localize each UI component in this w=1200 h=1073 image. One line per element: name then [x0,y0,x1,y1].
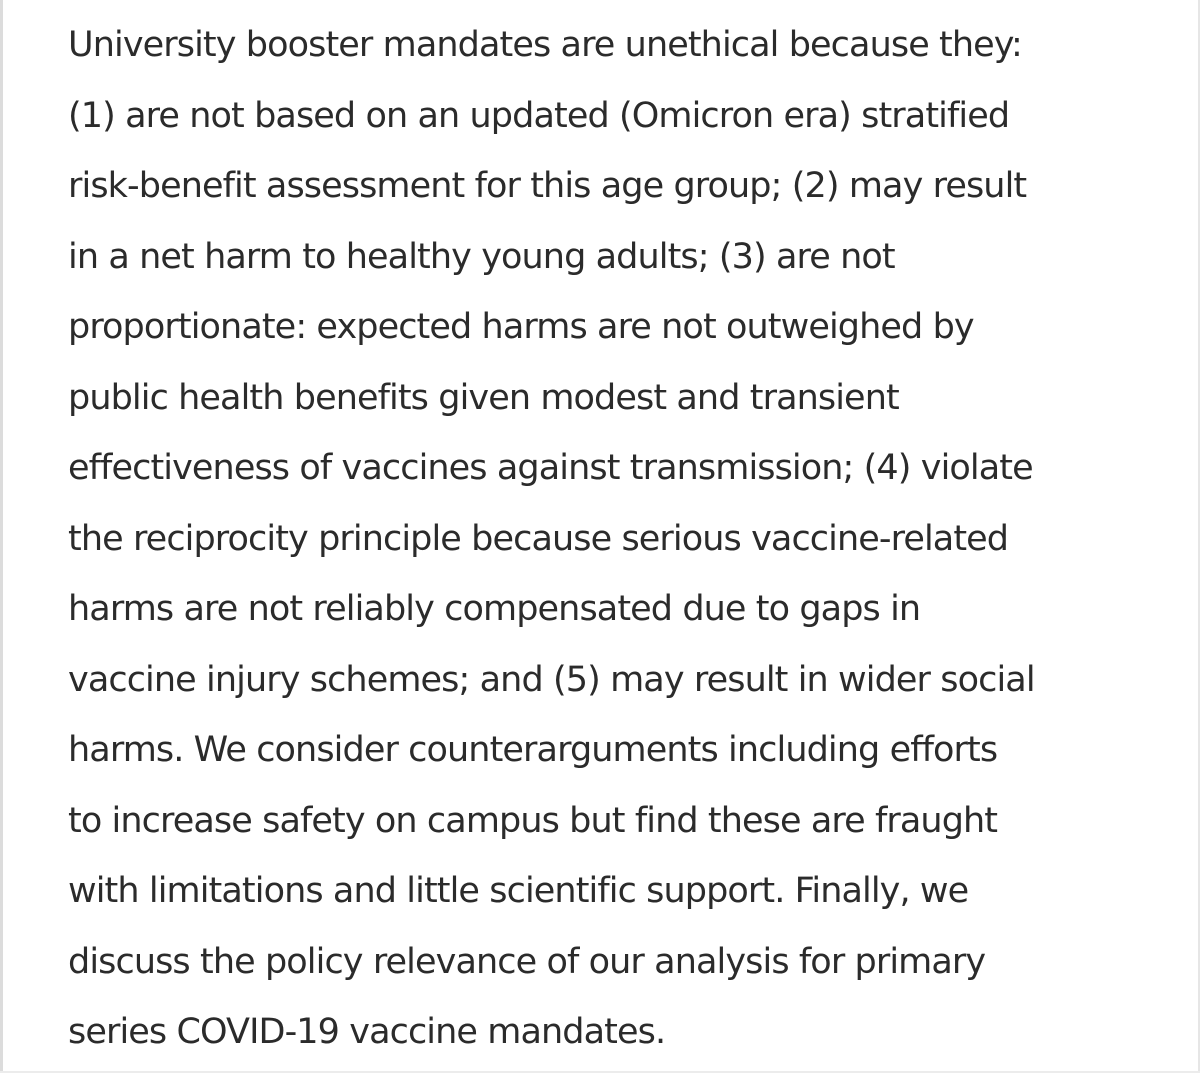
left-border-rule [0,0,3,1073]
abstract-line: with limitations and little scientific support. Finally, we [68,871,969,911]
abstract-line: public health benefits given modest and transient [68,377,899,418]
abstract-line: (1) are not based on an updated (Omicron era) stratified [68,95,1010,136]
abstract-line: harms. We consider counterarguments including efforts [68,730,998,770]
abstract-paragraph [68,10,1178,1068]
abstract-line: proportionate: expected harms are not outweighed by [68,307,974,347]
abstract-line: effectiveness of vaccines against transmission; (4) violate [68,448,1033,488]
abstract-line: discuss the policy relevance of our analysis for primary [68,941,986,982]
abstract-line: series COVID-19 vaccine mandates. [68,1012,666,1052]
abstract-line: to increase safety on campus but find these are fraught [68,800,998,841]
abstract-line: harms are not reliably compensated due to gaps in [68,589,921,629]
abstract-line: risk-benefit assessment for this age group; (2) may result [68,166,1027,206]
abstract-line: vaccine injury schemes; and (5) may result in wider social [68,659,1035,700]
abstract-line: in a net harm to healthy young adults; (3) are not [68,236,895,277]
abstract-line: the reciprocity principle because serious vaccine-related [68,518,1009,559]
abstract-line: University booster mandates are unethical because they: [68,25,1022,65]
